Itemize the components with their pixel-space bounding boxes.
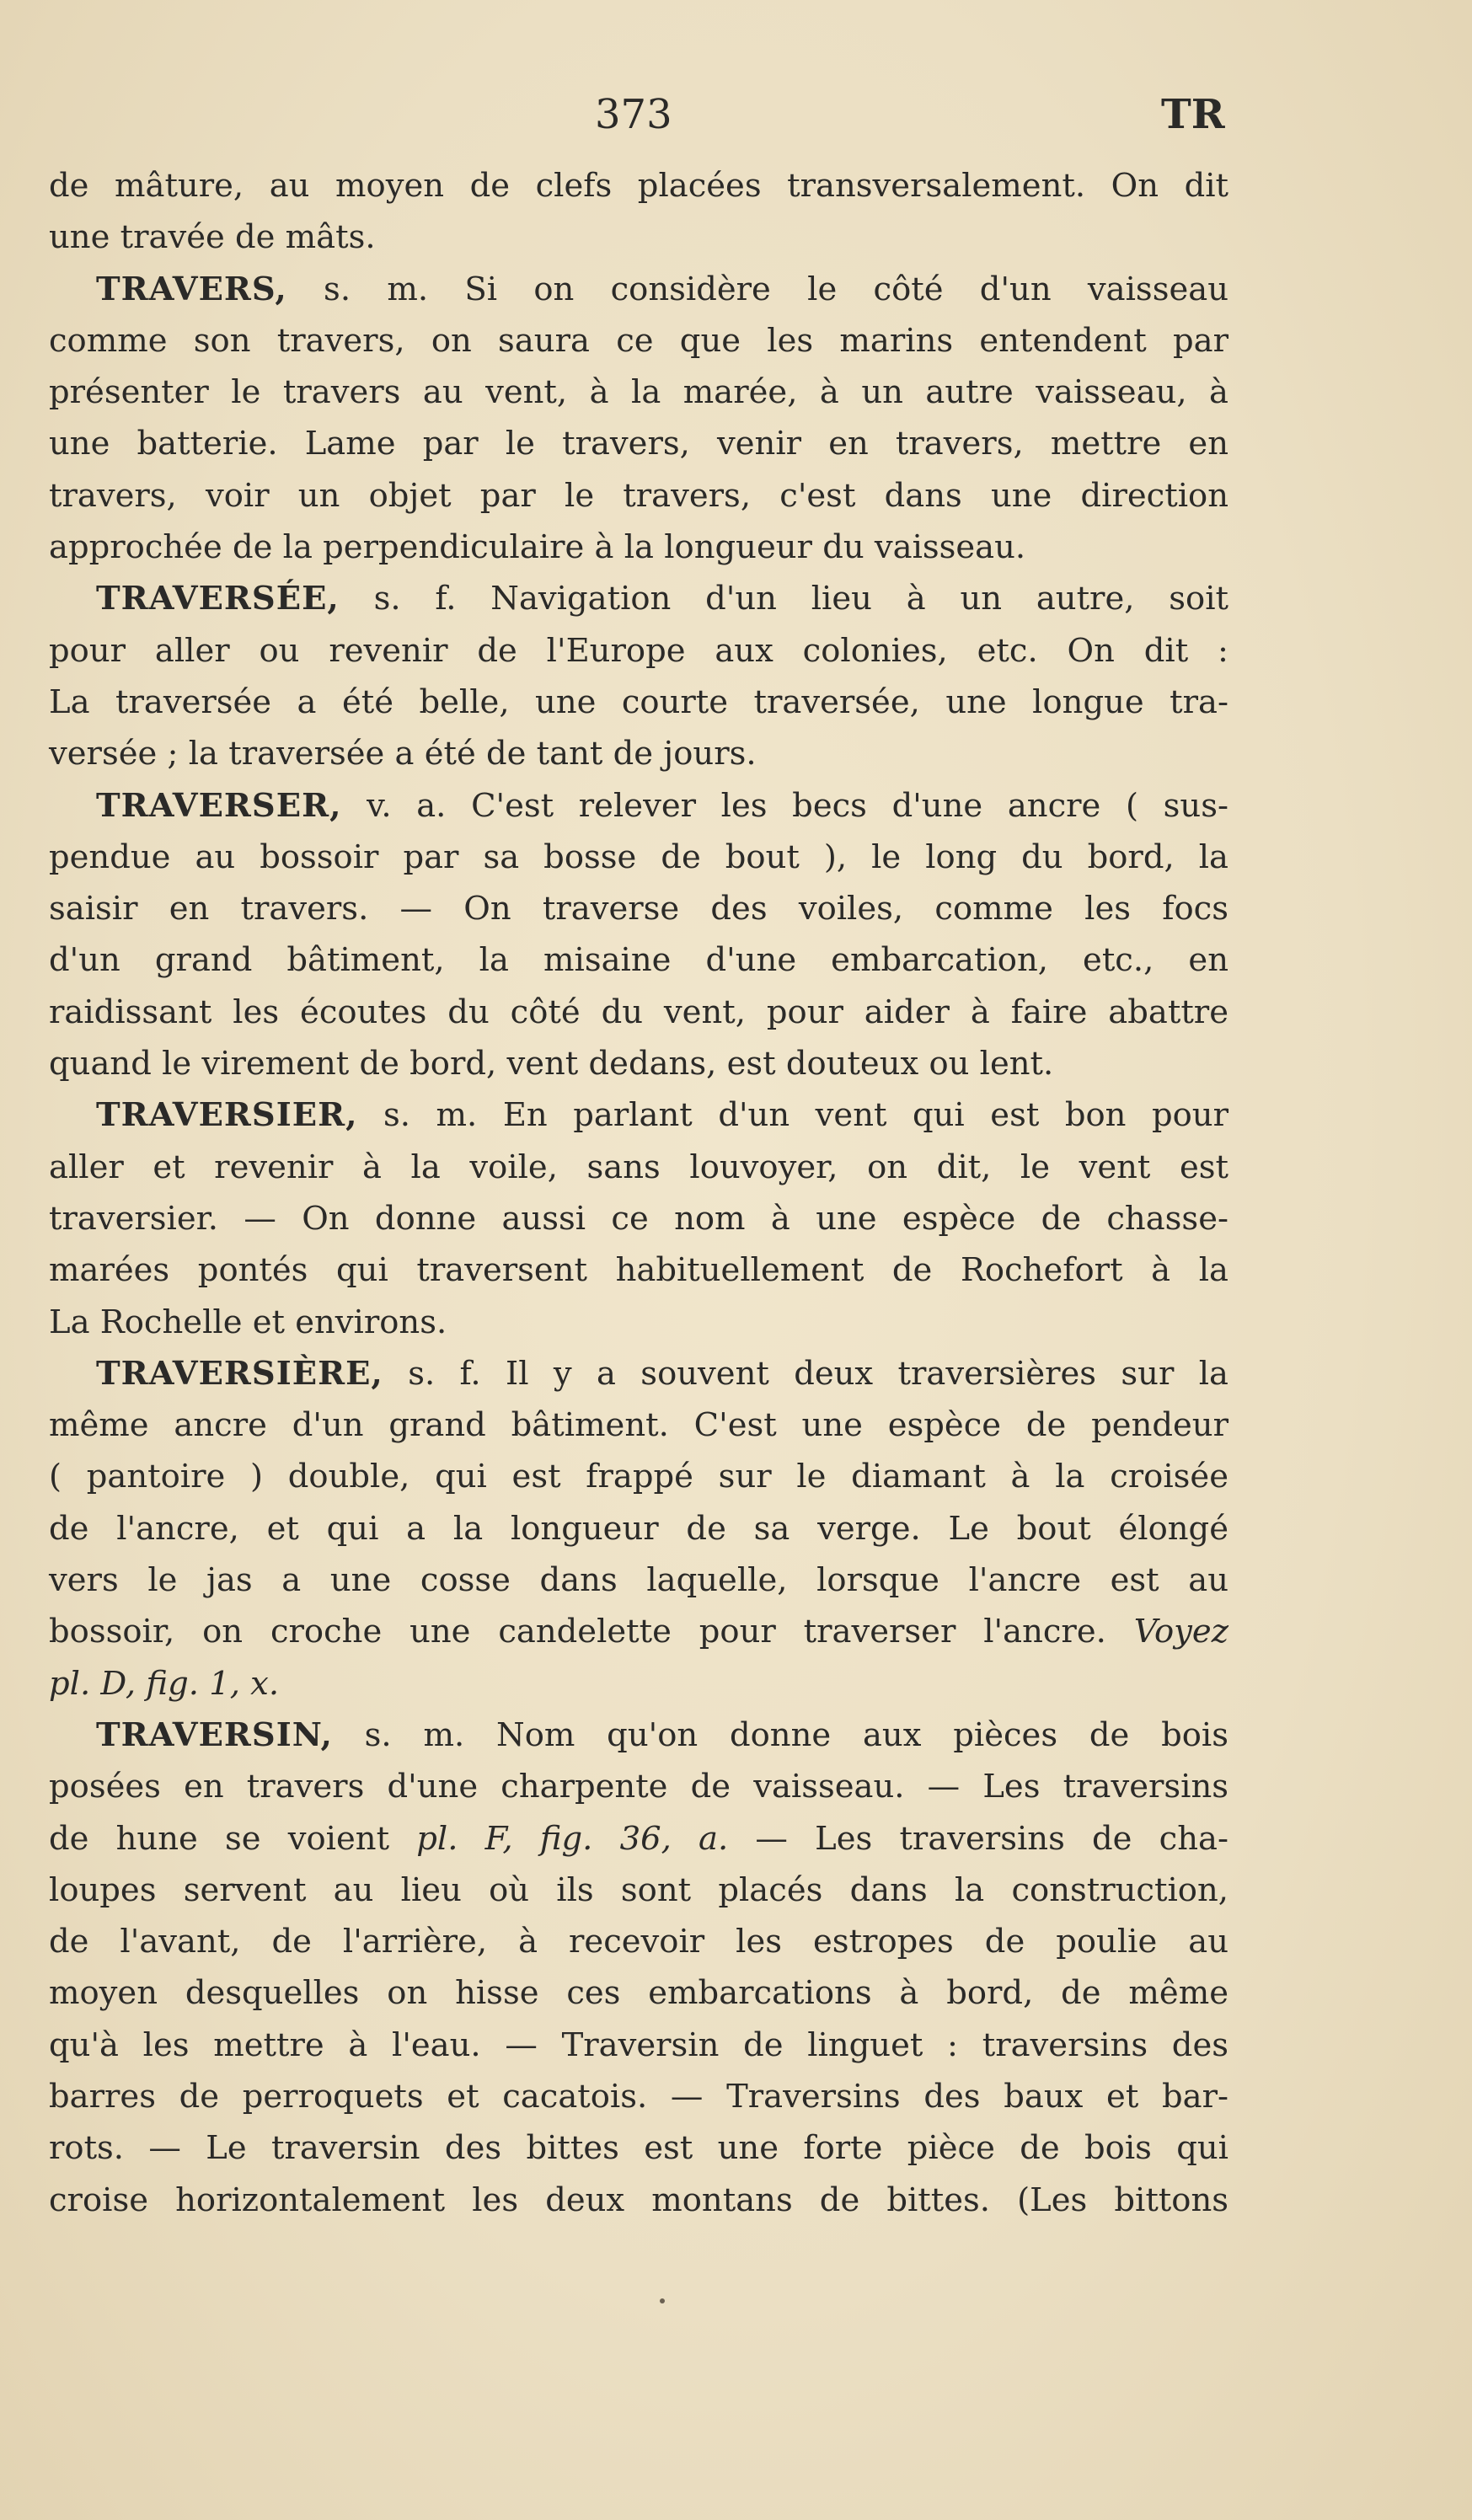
line-text: moyen desquelles on hisse ces embarcations à bord, de même [49,1974,1228,2013]
line-text: barres de perroquets et cacatois. — Traversins des baux et bar- [49,2077,1228,2116]
line-text: posées en travers d'une charpente de vaisseau. — Les traversins [49,1768,1228,1806]
text-line [49,1503,1228,1554]
text-line [49,677,1228,728]
text-line [49,2175,1228,2226]
line-text: de l'ancre, et qui a la longueur de sa verge. Le bout élongé [49,1509,1228,1548]
entry-headword: TRAVERSER, [96,786,342,825]
line-text: d'un grand bâtiment, la misaine d'une embarcation, etc., en [49,941,1228,980]
text-line [49,264,1228,315]
entry-headword: TRAVERSÉE, [96,580,340,618]
text-line [49,160,1228,211]
page-header [0,91,1472,150]
line-text: s. m. Si on considère le côté d'un vaisseau [286,270,1228,308]
text-line [49,1244,1228,1296]
text-line [49,1606,1228,1657]
line-text: croise horizontalement les deux montans de bittes. (Les bittons [49,2180,1228,2219]
entry-headword: TRAVERS, [96,270,287,308]
entry-headword: TRAVERSIN, [96,1715,333,1754]
line-text: ( pantoire ) double, qui est frappé sur le diamant à la croisée [49,1458,1228,1496]
text-line [49,625,1228,677]
line-text: présenter le travers au vent, à la marée, à un autre vaisseau, à [49,373,1228,412]
text-line [49,728,1228,779]
line-text: rots. — Le traversin des bittes est une forte pièce de bois qui [49,2129,1228,2168]
running-head: TR [1161,91,1225,138]
text-line [49,1554,1228,1606]
text-line [49,832,1228,883]
text-line [49,1967,1228,2019]
text-line [49,1761,1228,1812]
text-line [49,1813,1228,1865]
line-text: de mâture, au moyen de clefs placées transversalement. On dit [49,167,1228,205]
text-line [49,1709,1228,1761]
line-text: aller et revenir à la voile, sans louvoyer, on dit, le vent est [49,1148,1228,1186]
line-text: qu'à les mettre à l'eau. — Traversin de linguet : traversins des [49,2025,1228,2064]
text-line [49,2071,1228,2122]
text-line [49,987,1228,1038]
line-text: de hune se voient [49,1819,390,1858]
line-text: s. f. Il y a souvent deux traversières sur la [383,1354,1228,1393]
line-text: s. m. Nom qu'on donne aux pièces de bois [332,1715,1228,1754]
figure-reference: pl. F, fig. 36, a. [389,1819,729,1858]
line-text: pour aller ou revenir de l'Europe aux colonies, etc. On dit : [49,631,1228,670]
figure-reference: pl. D, fig. 1, x. [49,1664,280,1703]
line-text: travers, voir un objet par le travers, c'est dans une direction [49,476,1228,515]
page-number: 373 [595,91,672,138]
text-line [49,1399,1228,1451]
text-line [49,883,1228,934]
line-text: raidissant les écoutes du côté du vent, pour aider à faire abattre [49,992,1228,1031]
text-line [49,2020,1228,2071]
text-line [49,1348,1228,1399]
line-text: s. f. Navigation d'un lieu à un autre, soit [339,580,1228,618]
line-text: La Rochelle et environs. [49,1303,447,1341]
text-line [49,1451,1228,1502]
line-text: saisir en travers. — On traverse des voiles, comme les focs [49,890,1228,928]
line-text: quand le virement de bord, vent dedans, est douteux ou lent. [49,1045,1054,1083]
line-text: approchée de la perpendiculaire à la longueur du vaisseau. [49,528,1026,567]
text-line [49,211,1228,263]
text-line [49,522,1228,573]
line-text: une travée de mâts. [49,218,376,257]
line-text: pendue au bossoir par sa bosse de bout ), le long du bord, la [49,837,1228,876]
line-text: v. a. C'est relever les becs d'une ancre ( sus- [341,786,1228,825]
line-text: une batterie. Lame par le travers, venir en travers, mettre en [49,425,1228,463]
text-line [49,315,1228,366]
text-line [49,1865,1228,1916]
line-text-tail: — Les traversins de cha- [728,1819,1228,1858]
text-line [49,934,1228,986]
text-line [49,1658,1228,1709]
line-text: vers le jas a une cosse dans laquelle, lorsque l'ancre est au [49,1561,1228,1600]
body-text [49,160,1228,2226]
text-line [49,1193,1228,1244]
line-text: s. m. En parlant d'un vent qui est bon pour [357,1096,1228,1135]
text-line [49,366,1228,418]
line-text: loupes servent au lieu où ils sont placés dans la construction, [49,1870,1228,1909]
text-line [49,1916,1228,1967]
text-line [49,1089,1228,1141]
text-line [49,1142,1228,1193]
line-text: traversier. — On donne aussi ce nom à une espèce de chasse- [49,1199,1228,1238]
entry-headword: TRAVERSIÈRE, [96,1354,383,1393]
text-line [49,2122,1228,2174]
line-text: de l'avant, de l'arrière, à recevoir les estropes de poulie au [49,1923,1228,1961]
text-line [49,418,1228,469]
line-text: bossoir, on croche une candelette pour traverser l'ancre. [49,1613,1106,1651]
line-text: comme son travers, on saura ce que les marins entendent par [49,321,1228,360]
entry-headword: TRAVERSIER, [96,1096,358,1135]
text-line [49,780,1228,832]
text-line [49,470,1228,522]
line-text: versée ; la traversée a été de tant de jours. [49,735,757,773]
ink-speck [660,2298,665,2303]
text-line [49,573,1228,624]
figure-reference: Voyez [1105,1613,1228,1651]
text-line [49,1297,1228,1348]
line-text: même ancre d'un grand bâtiment. C'est une espèce de pendeur [49,1406,1228,1445]
text-line [49,1038,1228,1089]
line-text: marées pontés qui traversent habituellement de Rochefort à la [49,1251,1228,1290]
line-text: La traversée a été belle, une courte traversée, une longue tra- [49,682,1228,721]
